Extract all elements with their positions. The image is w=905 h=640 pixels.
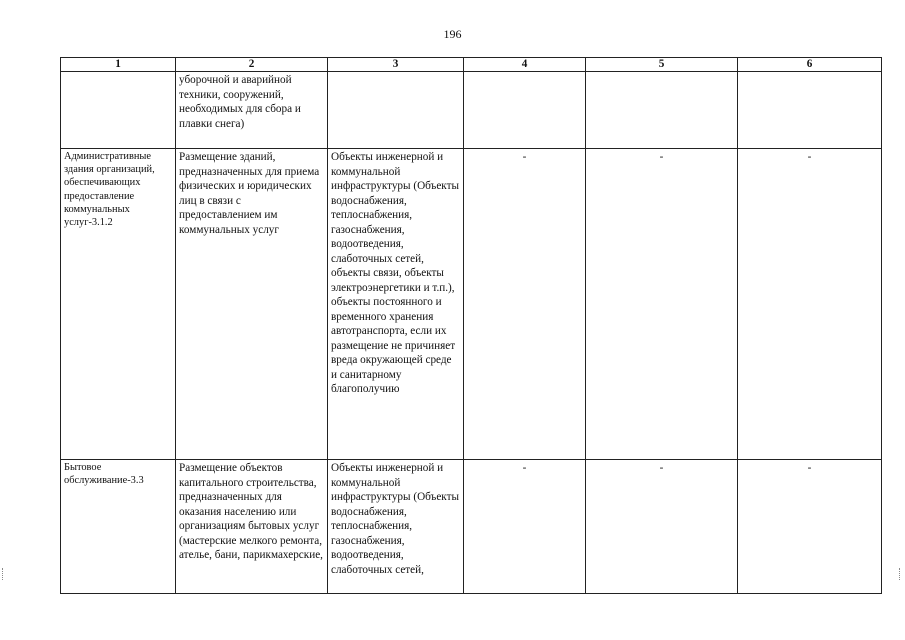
land-use-type-cell: Административные здания организаций, обеспечивающих предоставление коммунальных услуг-3.1.2: [61, 149, 176, 460]
column-header: 5: [586, 58, 738, 72]
value-cell: [586, 72, 738, 149]
value-cell: -: [586, 149, 738, 460]
value-cell: -: [738, 149, 882, 460]
value-cell: [464, 72, 586, 149]
description-cell: Размещение объектов капитального строительства, предназначенных для оказания населению или организациям бытовых услуг (мастерские мелкого ремонта, ателье, бани, парикмахерские,: [176, 460, 328, 594]
auxiliary-use-cell: [328, 72, 464, 149]
table-row: [61, 72, 882, 149]
table-row: [61, 460, 882, 594]
land-use-type-cell: Бытовое обслуживание-3.3: [61, 460, 176, 594]
value-cell: [738, 72, 882, 149]
column-header: 2: [176, 58, 328, 72]
value-cell: -: [738, 460, 882, 594]
column-header: 4: [464, 58, 586, 72]
land-use-type-cell: [61, 72, 176, 149]
column-header: 1: [61, 58, 176, 72]
scan-edge-mark: [2, 568, 5, 580]
header-row: [61, 58, 882, 72]
table-row: [61, 149, 882, 460]
value-cell: -: [586, 460, 738, 594]
auxiliary-use-cell: Объекты инженерной и коммунальной инфраструктуры (Объекты водоснабжения, теплоснабжения, газоснабжения, водоотведения, слаботочных сетей,: [328, 460, 464, 594]
column-header: 6: [738, 58, 882, 72]
page-number: 196: [443, 27, 462, 41]
land-use-table: [60, 57, 882, 594]
scan-edge-mark: [899, 568, 902, 580]
description-cell: Размещение зданий, предназначенных для приема физических и юридических лиц в связи с предоставлением им коммунальных услуг: [176, 149, 328, 460]
auxiliary-use-cell: Объекты инженерной и коммунальной инфраструктуры (Объекты водоснабжения, теплоснабжения, газоснабжения, водоотведения, слаботочных сетей, объекты связи, объекты электроэнергетики и т.п.), объекты постоянного и временного хранения автотранспорта, если их размещение не причиняет вреда окружающей среде и санитарному благополучию: [328, 149, 464, 460]
column-header: 3: [328, 58, 464, 72]
description-cell: уборочной и аварийной техники, сооружений, необходимых для сбора и плавки снега): [176, 72, 328, 149]
value-cell: -: [464, 460, 586, 594]
value-cell: -: [464, 149, 586, 460]
